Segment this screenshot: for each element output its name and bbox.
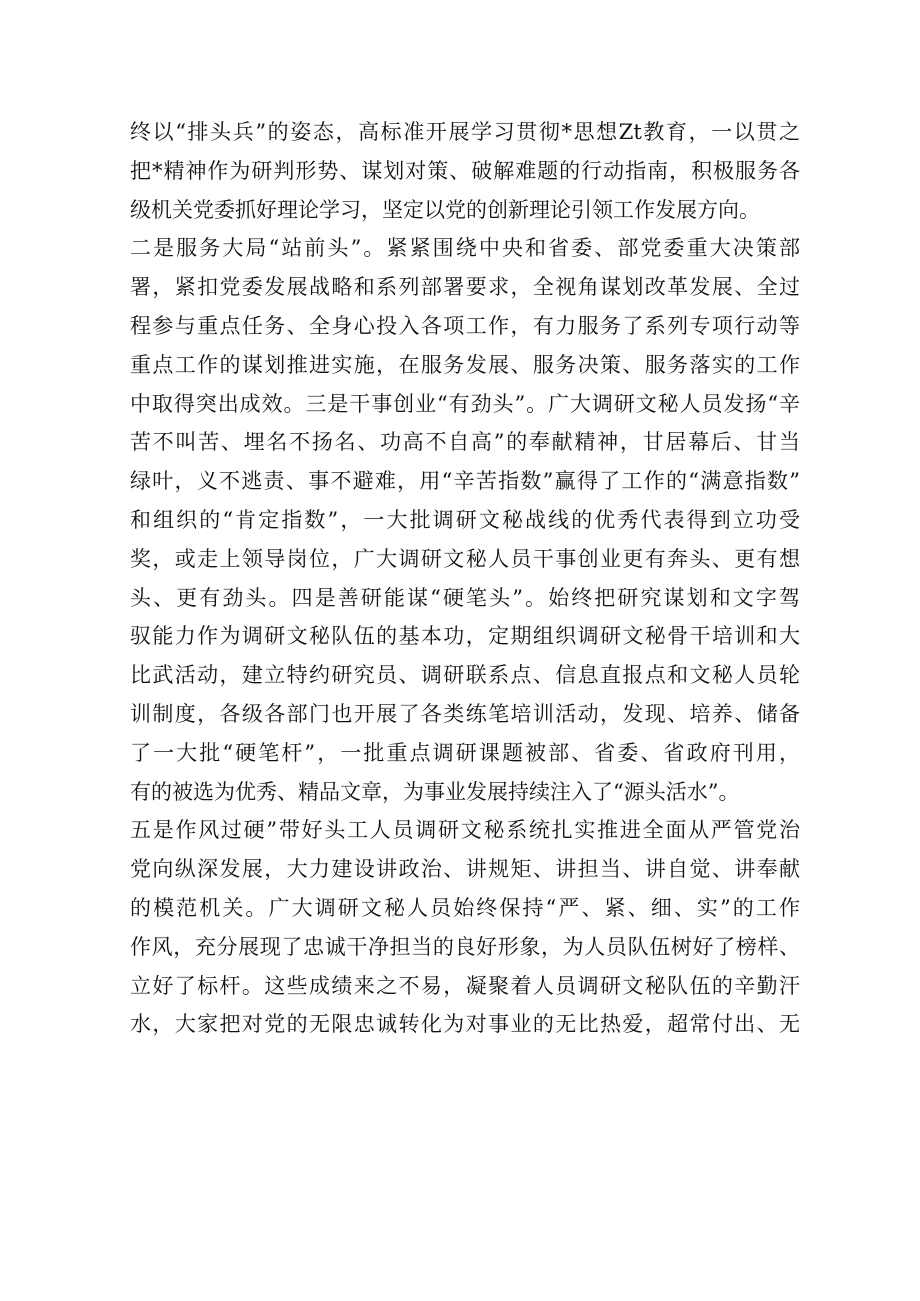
text-line: 苦不叫苦、埋名不扬名、功高不自高”的奉献精神，甘居幕后、甘当 bbox=[130, 430, 800, 455]
body-paragraph bbox=[130, 113, 800, 1044]
text-line: 有的被选为优秀、精品文章，为事业发展持续注入了“源头活水”。 bbox=[130, 779, 740, 804]
text-line: 的模范机关。广大调研文秘人员始终保持“严、紧、细、实”的工作 bbox=[130, 895, 800, 920]
text-line: 级机关党委抓好理论学习，坚定以党的创新理论引领工作发展方向。 bbox=[130, 197, 760, 222]
text-line: 水，大家把对党的无限忠诚转化为对事业的无比热爱，超常付出、无 bbox=[130, 1012, 800, 1037]
text-line: 党向纵深发展，大力建设讲政治、讲规矩、讲担当、讲自觉、讲奉献 bbox=[130, 857, 800, 882]
text-line: 比武活动，建立特约研究员、调研联系点、信息直报点和文秘人员轮 bbox=[130, 663, 800, 688]
text-line: 奖，或走上领导岗位，广大调研文秘人员干事创业更有奔头、更有想 bbox=[130, 546, 800, 571]
text-line: 署，紧扣党委发展战略和系列部署要求，全视角谋划改革发展、全过 bbox=[130, 275, 800, 300]
text-line: 头、更有劲头。四是善研能谋“硬笔头”。始终把研究谋划和文字驾 bbox=[130, 585, 800, 610]
text-line: 立好了标杆。这些成绩来之不易，凝聚着人员调研文秘队伍的辛勤汗 bbox=[130, 973, 800, 998]
text-line: 训制度，各级各部门也开展了各类练笔培训活动，发现、培养、储备 bbox=[130, 701, 800, 726]
text-line: 中取得突出成效。三是干事创业“有劲头”。广大调研文秘人员发扬“辛 bbox=[130, 391, 800, 416]
text-line: 五是作风过硬”带好头工人员调研文秘系统扎实推进全面从严管党治 bbox=[130, 818, 800, 843]
text-line: 程参与重点任务、全身心投入各项工作，有力服务了系列专项行动等 bbox=[130, 313, 800, 338]
text-line: 作风，充分展现了忠诚干净担当的良好形象，为人员队伍树好了榜样、 bbox=[130, 934, 800, 959]
text-line: 和组织的“肯定指数”，一大批调研文秘战线的优秀代表得到立功受 bbox=[130, 507, 800, 532]
text-line: 驭能力作为调研文秘队伍的基本功，定期组织调研文秘骨干培训和大 bbox=[130, 624, 800, 649]
text-line: 终以“排头兵”的姿态，高标准开展学习贯彻*思想Zt教育，一以贯之 bbox=[130, 120, 800, 144]
text-line: 绿叶，义不逃责、事不避难，用“辛苦指数”赢得了工作的“满意指数” bbox=[130, 469, 800, 494]
text-line: 二是服务大局“站前头”。紧紧围绕中央和省委、部党委重大决策部 bbox=[130, 236, 800, 261]
text-line: 把*精神作为研判形势、谋划对策、破解难题的行动指南，积极服务各 bbox=[130, 158, 800, 183]
text-line: 了一大批“硬笔杆”，一批重点调研课题被部、省委、省政府刊用， bbox=[130, 740, 800, 765]
text-line: 重点工作的谋划推进实施，在服务发展、服务决策、服务落实的工作 bbox=[130, 352, 800, 377]
